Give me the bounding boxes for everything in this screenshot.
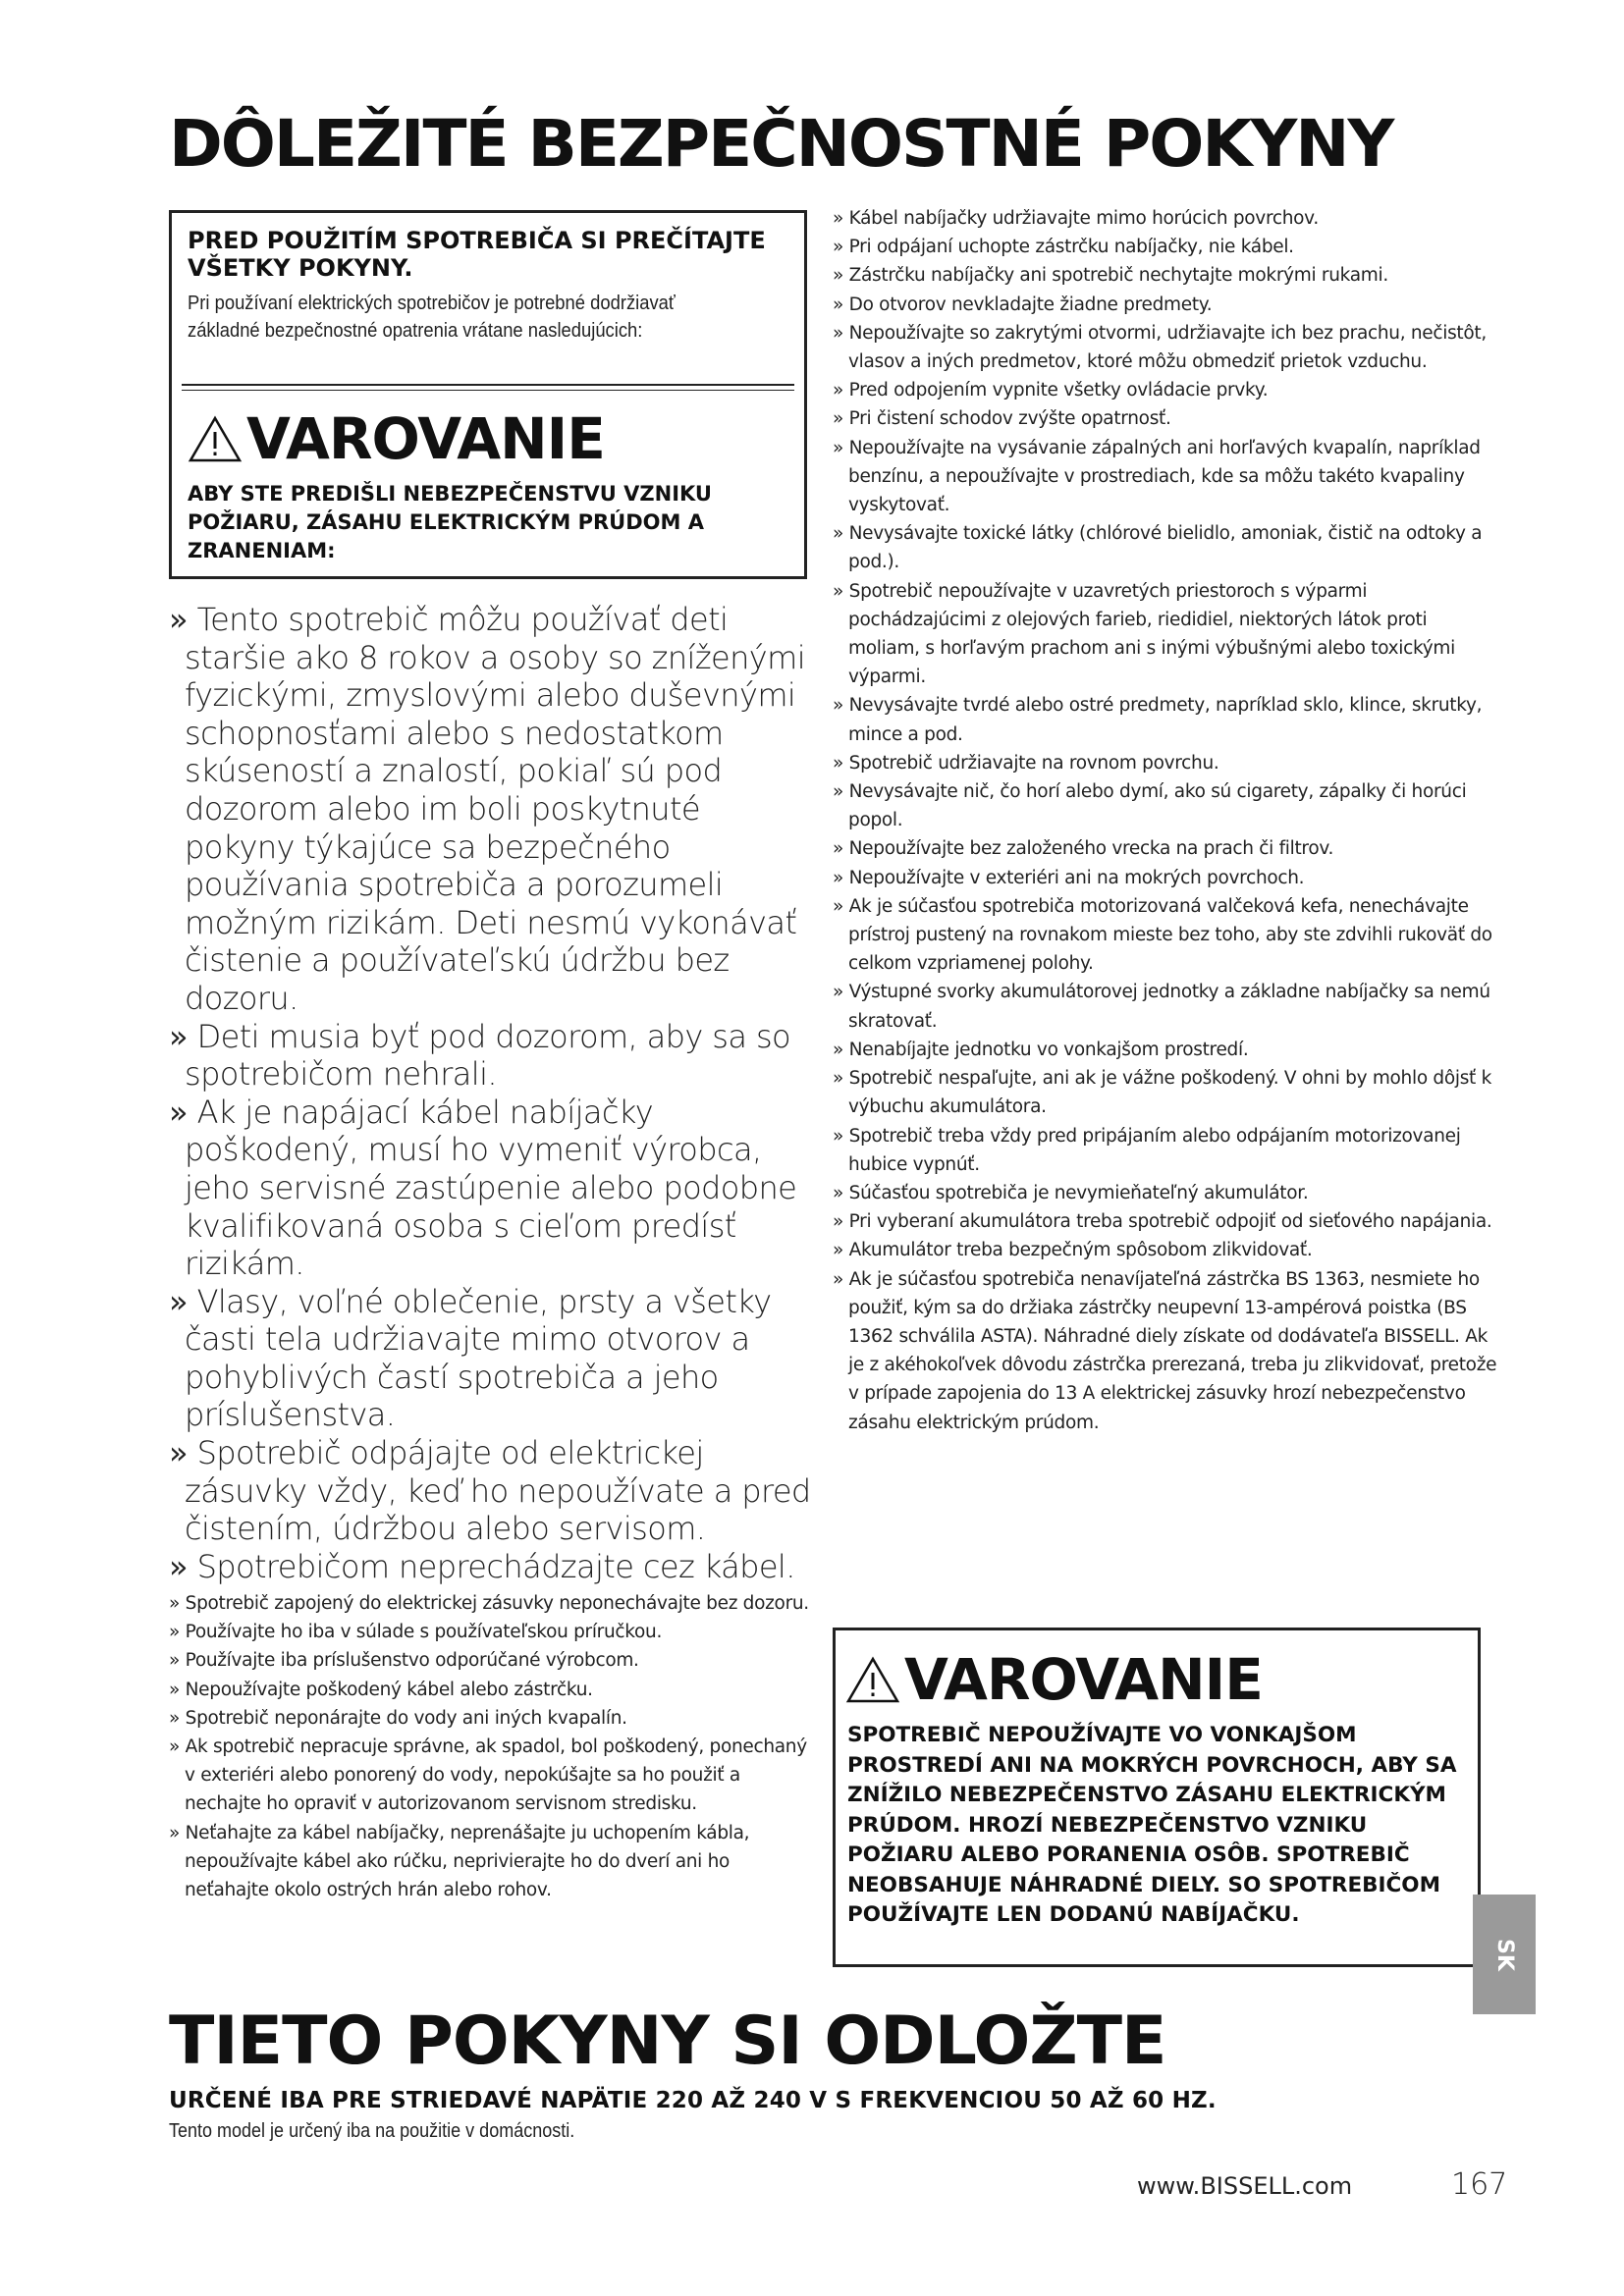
list-item: [169, 1589, 817, 1618]
list-item: [833, 1236, 1500, 1264]
bullet-glyph: »: [833, 838, 844, 860]
list-item-text: Spotrebič udržiavajte na rovnom povrchu.: [848, 752, 1219, 774]
save-instructions-title: TIETO POKYNY SI ODLOŽTE: [169, 2002, 1166, 2080]
list-item-text: Spotrebič nespaľujte, ani ak je vážne poškodený. V ohni by mohlo dôjsť k výbuchu akumulátora.: [848, 1068, 1492, 1118]
intro-text: Pri používaní elektrických spotrebičov je potrebné dodržiavať základné bezpečnostné opatrenia vrátane nasledujúcich:: [188, 293, 676, 342]
list-item: [833, 519, 1500, 576]
bullet-glyph: »: [169, 1707, 181, 1729]
warning-heading: [188, 405, 605, 472]
list-item: [833, 978, 1500, 1035]
list-item-text: Ak je súčasťou spotrebiča nenavíjateľná zástrčka BS 1363, nesmiete ho použiť, kým sa do držiaka zástrčky neupevní 13-ampérová poistka (BS 1362 schválila ASTA). Náhradné diely získate od dodávateľa BISSELL. Ak je z akéhokoľvek dôvodu zástrčka prerezaná, treba ju zlikvidovať, pretože v prípade zapojenia do 13 A elektrickej zásuvky hrozí nebezpečenstvo zásahu elektrickým prúdom.: [848, 1268, 1497, 1433]
list-item: [833, 777, 1500, 834]
bullet-glyph: »: [833, 867, 844, 888]
list-item: [169, 1819, 817, 1905]
bullet-glyph: »: [833, 1068, 844, 1090]
bullet-glyph: »: [833, 982, 844, 1003]
list-item-text: Pri odpájaní uchopte zástrčku nabíjačky, nie kábel.: [848, 237, 1294, 258]
voltage-notice: URČENÉ IBA PRE STRIEDAVÉ NAPÄTIE 220 AŽ 240 V S FREKVENCIOU 50 AŽ 60 HZ.: [169, 2088, 1217, 2113]
bullet-glyph: »: [169, 601, 188, 638]
list-item-text: Spotrebič neponárajte do vody ani iných kvapalín.: [185, 1707, 627, 1729]
warning-text: ABY STE PREDIŠLI NEBEZPEČENSTVU VZNIKU POŽIARU, ZÁSAHU ELEKTRICKÝM PRÚDOM A ZRANENIAM:: [188, 482, 712, 562]
bullet-glyph: »: [833, 1240, 844, 1261]
list-item: [833, 404, 1500, 433]
list-item: [833, 1036, 1500, 1064]
list-item: [833, 1265, 1500, 1437]
warning-title: VAROVANIE: [904, 1646, 1263, 1713]
page-number: 167: [1451, 2167, 1508, 2202]
warning-heading: [845, 1646, 1263, 1713]
list-item-text: Tento spotrebič môžu používať deti staršie ako 8 rokov a osoby so zníženými fyzickými, zmyslovými alebo duševnými schopnosťami alebo s nedostatkom skúseností a znalostí, pokiaľ sú pod dozorom alebo im boli poskytnuté pokyny týkajúce sa bezpečného používania spotrebiča a porozumeli možným rizikám. Deti nesmú vykonávať čistenie a používateľskú údržbu bez dozoru.: [185, 601, 805, 1017]
list-item-text: Nepoužívajte poškodený kábel alebo zástrčku.: [185, 1679, 593, 1700]
read-instructions-heading: PRED POUŽITÍM SPOTREBIČA SI PREČÍTAJTE VŠETKY POKYNY.: [188, 227, 766, 282]
list-item-text: Vlasy, voľné oblečenie, prsty a všetky časti tela udržiavajte mimo otvorov a pohyblivých častí spotrebiča a jeho príslušenstva.: [185, 1282, 772, 1434]
list-item-text: Pri čistení schodov zvýšte opatrnosť.: [848, 408, 1171, 430]
list-item-text: Deti musia byť pod dozorom, aby sa so spotrebičom nehrali.: [185, 1017, 790, 1094]
list-item-text: Spotrebič odpájajte od elektrickej zásuvky vždy, keď ho nepoužívate a pred čistením, údržbou alebo servisom.: [185, 1434, 811, 1548]
list-item-text: Zástrčku nabíjačky ani spotrebič nechytajte mokrými rukami.: [848, 265, 1388, 287]
list-item-text: Ak je súčasťou spotrebiča motorizovaná valčeková kefa, nenechávajte prístroj pustený na rovnakom mieste bez toho, aby ste zdvihli rukoväť do celkom vzpriamenej polohy.: [848, 895, 1492, 975]
bullet-glyph: »: [833, 781, 844, 803]
list-item-text: Výstupné svorky akumulátorovej jednotky a základne nabíjačky sa nemú skratovať.: [848, 982, 1490, 1032]
list-item-text: Používajte iba príslušenstvo odporúčané výrobcom.: [185, 1650, 639, 1672]
list-item-text: Nepoužívajte bez založeného vrecka na prach či filtrov.: [848, 838, 1334, 860]
list-item-text: Nepoužívajte na vysávanie zápalných ani horľavých kvapalín, napríklad benzínu, a nepoužívajte v prostrediach, kde sa môžu takéto kvapaliny vyskytovať.: [848, 437, 1481, 516]
bullet-glyph: »: [833, 695, 844, 717]
list-item: [833, 864, 1500, 892]
bullet-glyph: »: [169, 1736, 181, 1758]
website-url: www.BISSELL.com: [1137, 2172, 1353, 2200]
list-item-text: Kábel nabíjačky udržiavajte mimo horúcich povrchov.: [848, 208, 1319, 229]
bullet-glyph: »: [833, 237, 844, 258]
bullet-glyph: »: [833, 408, 844, 430]
list-item: [833, 577, 1500, 692]
bullet-glyph: »: [833, 580, 844, 602]
right-safety-list: [833, 204, 1500, 1437]
bullet-glyph: »: [169, 1622, 181, 1643]
outdoor-warning-box: [833, 1628, 1481, 1967]
list-item: [169, 1094, 817, 1283]
list-item: [833, 434, 1500, 520]
bullet-glyph: »: [169, 1282, 188, 1320]
large-safety-list: [169, 601, 817, 1585]
list-item-text: Neťahajte za kábel nabíjačky, neprenášajte ju uchopením kábla, nepoužívajte kábel ako rúčku, neprivierajte ho do dverí ani ho neťahajte okolo ostrých hrán alebo rohov.: [185, 1822, 750, 1901]
bullet-glyph: »: [169, 1679, 181, 1700]
list-item: [833, 1179, 1500, 1207]
list-item: [833, 1122, 1500, 1179]
bullet-glyph: »: [169, 1093, 188, 1131]
list-item-text: Spotrebičom neprechádzajte cez kábel.: [196, 1547, 795, 1585]
list-item-text: Spotrebič zapojený do elektrickej zásuvky neponechávajte bez dozoru.: [185, 1593, 809, 1614]
list-item: [833, 233, 1500, 261]
list-item: [833, 204, 1500, 233]
bullet-glyph: »: [833, 1211, 844, 1233]
bullet-glyph: »: [833, 380, 844, 401]
list-item: [833, 261, 1500, 290]
list-item-text: Súčasťou spotrebiča je nevymieňateľný akumulátor.: [848, 1182, 1309, 1203]
list-item-text: Akumulátor treba bezpečným spôsobom zlikvidovať.: [848, 1240, 1313, 1261]
list-item: [833, 319, 1500, 376]
list-item: [169, 1618, 817, 1646]
bullet-glyph: »: [169, 1434, 188, 1472]
list-item: [833, 1207, 1500, 1236]
list-item: [169, 1676, 817, 1704]
bullet-glyph: »: [169, 1650, 181, 1672]
list-item: [169, 1646, 817, 1675]
bullet-glyph: »: [833, 294, 844, 315]
list-item-text: Ak spotrebič nepracuje správne, ak spadol, bol poškodený, ponechaný v exteriéri alebo ponorený do vody, nepokúšajte sa ho použiť a nechajte ho opraviť v autorizovanom servisnom stredisku.: [185, 1736, 807, 1815]
list-item: [169, 1704, 817, 1733]
page-title: DÔLEŽITÉ BEZPEČNOSTNÉ POKYNY: [169, 106, 1393, 182]
list-item-text: Nepoužívajte v exteriéri ani na mokrých povrchoch.: [848, 867, 1305, 888]
list-item: [833, 834, 1500, 863]
bullet-glyph: »: [833, 437, 844, 458]
list-item: [833, 892, 1500, 979]
bullet-glyph: »: [833, 1125, 844, 1147]
divider: [182, 390, 794, 391]
list-item: [833, 691, 1500, 748]
list-item-text: Nepoužívajte so zakrytými otvormi, udržiavajte ich bez prachu, nečistôt, vlasov a iných predmetov, ktoré môžu obmedziť prietok vzduchu.: [848, 322, 1487, 373]
language-tab: [1473, 1895, 1536, 2014]
warning-title: VAROVANIE: [246, 405, 605, 472]
list-item: [169, 1434, 817, 1548]
bullet-glyph: »: [833, 1182, 844, 1203]
list-item: [169, 601, 817, 1018]
list-item-text: Nevysávajte tvrdé alebo ostré predmety, napríklad sklo, klince, skrutky, mince a pod.: [848, 695, 1483, 745]
bullet-glyph: »: [833, 752, 844, 774]
bullet-glyph: »: [833, 265, 844, 287]
bullet-glyph: »: [169, 1822, 181, 1843]
left-safety-list: [169, 1589, 817, 1904]
bullet-glyph: »: [169, 1547, 188, 1585]
list-item: [833, 291, 1500, 319]
bullet-glyph: »: [833, 523, 844, 545]
list-item: [169, 1733, 817, 1819]
bullet-glyph: »: [833, 1039, 844, 1060]
divider: [182, 384, 794, 386]
list-item: [169, 1548, 817, 1586]
list-item-text: Nenabíjajte jednotku vo vonkajšom prostredí.: [848, 1039, 1249, 1060]
list-item-text: Ak je napájací kábel nabíjačky poškodený, musí ho vymeniť výrobca, jeho servisné zastúpenie alebo podobne kvalifikovaná osoba s cieľom predísť rizikám.: [185, 1093, 797, 1283]
bullet-glyph: »: [833, 322, 844, 344]
list-item-text: Spotrebič nepoužívajte v uzavretých priestoroch s výparmi pochádzajúcimi z olejových farieb, riedidiel, niektorých látok proti moliam, s horľavým prachom ani s inými výbušnými alebo toxickými výparmi.: [848, 580, 1455, 688]
list-item-text: Spotrebič treba vždy pred pripájaním alebo odpájaním motorizovanej hubice vypnúť.: [848, 1125, 1461, 1175]
bullet-glyph: »: [833, 208, 844, 229]
intro-warning-box: [169, 210, 807, 579]
list-item-text: Do otvorov nevkladajte žiadne predmety.: [848, 294, 1213, 315]
bullet-glyph: »: [833, 895, 844, 917]
warning-triangle-icon: [845, 1655, 900, 1704]
household-use-note: Tento model je určený iba na použitie v domácnosti.: [169, 2120, 575, 2142]
list-item-text: Nevysávajte toxické látky (chlórové bielidlo, amoniak, čistič na odtoky a pod.).: [848, 523, 1483, 573]
warning-text: SPOTREBIČ NEPOUŽÍVAJTE VO VONKAJŠOM PROSTREDÍ ANI NA MOKRÝCH POVRCHOCH, ABY SA ZNÍŽILO NEBEZPEČENSTVO ZÁSAHU ELEKTRICKÝM PRÚDOM. HROZÍ NEBEZPEČENSTVO VZNIKU POŽIARU ALEBO PORANENIA OSÔB. SPOTREBIČ NEOBSAHUJE NÁHRADNÉ DIELY. SO SPOTREBIČOM POUŽÍVAJTE LEN DODANÚ NABÍJAČKU.: [847, 1723, 1457, 1927]
bullet-glyph: »: [169, 1017, 188, 1055]
bullet-glyph: »: [833, 1268, 844, 1290]
language-code: SK: [1491, 1938, 1517, 1971]
list-item: [833, 749, 1500, 777]
list-item-text: Nevysávajte nič, čo horí alebo dymí, ako sú cigarety, zápalky či horúci popol.: [848, 781, 1467, 831]
list-item: [169, 1283, 817, 1434]
list-item: [833, 1064, 1500, 1121]
warning-triangle-icon: [188, 414, 243, 463]
list-item-text: Používajte ho iba v súlade s používateľskou príručkou.: [185, 1622, 663, 1643]
list-item: [169, 1018, 817, 1094]
bullet-glyph: »: [169, 1593, 181, 1614]
list-item: [833, 376, 1500, 404]
list-item-text: Pri vyberaní akumulátora treba spotrebič odpojiť od sieťového napájania.: [848, 1211, 1492, 1233]
list-item-text: Pred odpojením vypnite všetky ovládacie prvky.: [848, 380, 1269, 401]
